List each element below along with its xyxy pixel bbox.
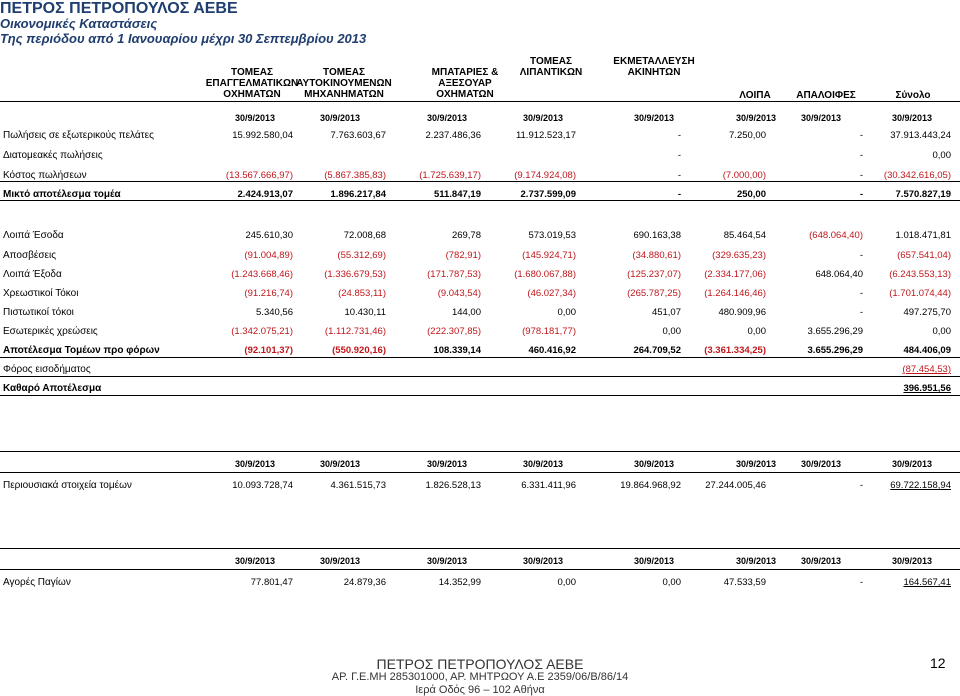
row-divider-gross bbox=[0, 181, 960, 182]
table-cell: (1.725.639,17) bbox=[419, 170, 481, 181]
table-cell: - bbox=[859, 250, 863, 261]
table-cell: 0,00 bbox=[747, 326, 766, 337]
main-date-7: 30/9/2013 bbox=[891, 113, 933, 123]
table-cell: 451,07 bbox=[651, 307, 681, 318]
table-cell: 0,00 bbox=[662, 326, 681, 337]
table-cell: (7.000,00) bbox=[722, 170, 766, 181]
capex-cell: 77.801,47 bbox=[250, 577, 293, 588]
column-header-1: ΤΟΜΕΑΣ ΑΥΤΟΚΙΝΟΥΜΕΝΩΝ ΜΗΧΑΝΗΜΑΤΩΝ bbox=[296, 67, 392, 100]
table-cell: (1.336.679,53) bbox=[324, 269, 386, 280]
main-date-4: 30/9/2013 bbox=[633, 113, 675, 123]
table-cell: (1.701.074,44) bbox=[889, 288, 951, 299]
table-cell: 480.909,96 bbox=[718, 307, 766, 318]
main-date-3: 30/9/2013 bbox=[522, 113, 564, 123]
capex-cell: 47.533,59 bbox=[723, 577, 766, 588]
table-cell: - bbox=[677, 130, 681, 141]
table-cell: (13.567.666,97) bbox=[225, 170, 293, 181]
table-cell: (55.312,69) bbox=[337, 250, 386, 261]
table-cell: 85.464,54 bbox=[723, 230, 766, 241]
row-label: Καθαρό Αποτέλεσμα bbox=[3, 383, 102, 394]
table-cell: (222.307,85) bbox=[427, 326, 481, 337]
table-cell: (1.112.731,46) bbox=[324, 326, 386, 337]
row-label: Αποσβέσεις bbox=[3, 250, 57, 261]
capex-cell: 14.352,99 bbox=[438, 577, 481, 588]
column-header-7: Σύνολο bbox=[895, 90, 931, 101]
table-cell: 10.430,11 bbox=[344, 307, 386, 318]
row-label: Πωλήσεις σε εξωτερικούς πελάτες bbox=[3, 130, 154, 141]
table-cell: (34.880,61) bbox=[632, 250, 681, 261]
assets-cell: 27.244.005,46 bbox=[705, 480, 766, 491]
table-cell: (978.181,77) bbox=[522, 326, 576, 337]
table-cell: 1.018.471,81 bbox=[895, 230, 951, 241]
capex-date-7: 30/9/2013 bbox=[891, 556, 933, 566]
table-cell: 11.912.523,17 bbox=[515, 130, 576, 141]
table-cell: (1.264.146,46) bbox=[704, 288, 766, 299]
table-cell: (87.454,53) bbox=[902, 364, 951, 375]
footer-registration: ΑΡ. Γ.Ε.ΜΗ 285301000, ΑΡ. ΜΗΤΡΩΟΥ Α.Ε 2359/06/Β/86/14 bbox=[331, 671, 629, 683]
table-cell: 3.655.296,29 bbox=[807, 345, 863, 356]
table-cell: 245.610,30 bbox=[245, 230, 293, 241]
column-header-0: ΤΟΜΕΑΣ ΕΠΑΓΓΕΛΜΑΤΙΚΩΝ ΟΧΗΜΑΤΩΝ bbox=[205, 67, 299, 100]
assets-date-3: 30/9/2013 bbox=[522, 459, 564, 469]
table-cell: 573.019,53 bbox=[528, 230, 576, 241]
period-title: Της περιόδου από 1 Ιανουαρίου μέχρι 30 Σεπτεμβρίου 2013 bbox=[0, 31, 367, 46]
capex-date-0: 30/9/2013 bbox=[234, 556, 276, 566]
table-cell: (550.920,16) bbox=[332, 345, 386, 356]
row-label: Φόρος εισοδήματος bbox=[3, 364, 91, 375]
table-cell: 269,78 bbox=[451, 230, 481, 241]
table-cell: (9.043,54) bbox=[437, 288, 481, 299]
table-cell: - bbox=[859, 150, 863, 161]
table-cell: 250,00 bbox=[736, 189, 766, 200]
footer-company: ΠΕΤΡΟΣ ΠΕΤΡΟΠΟΥΛΟΣ ΑΕΒΕ bbox=[376, 656, 584, 672]
table-cell: 7.570.827,19 bbox=[895, 189, 951, 200]
table-cell: 3.655.296,29 bbox=[807, 326, 863, 337]
header-divider bbox=[0, 101, 960, 102]
capex-date-4: 30/9/2013 bbox=[633, 556, 675, 566]
table-cell: (30.342.616,05) bbox=[883, 170, 951, 181]
capex-top-divider bbox=[0, 548, 960, 549]
capex-date-5: 30/9/2013 bbox=[735, 556, 777, 566]
row-label: Χρεωστικοί Τόκοι bbox=[3, 288, 79, 299]
table-cell: 484.406,09 bbox=[903, 345, 951, 356]
table-cell: 690.163,38 bbox=[633, 230, 681, 241]
table-cell: 1.896.217,84 bbox=[330, 189, 386, 200]
table-cell: (1.680.067,88) bbox=[514, 269, 576, 280]
table-cell: 460.416,92 bbox=[528, 345, 576, 356]
capex-cell: 24.879,36 bbox=[343, 577, 386, 588]
table-cell: (1.243.668,46) bbox=[231, 269, 293, 280]
assets-label: Περιουσιακά στοιχεία τομέων bbox=[3, 480, 132, 491]
table-cell: (9.174.924,08) bbox=[514, 170, 576, 181]
main-date-6: 30/9/2013 bbox=[800, 113, 842, 123]
assets-date-5: 30/9/2013 bbox=[735, 459, 777, 469]
table-cell: (92.101,37) bbox=[244, 345, 293, 356]
main-date-1: 30/9/2013 bbox=[319, 113, 361, 123]
table-cell: (145.924,71) bbox=[522, 250, 576, 261]
row-label: Αποτέλεσμα Τομέων προ φόρων bbox=[3, 345, 160, 356]
assets-top-divider bbox=[0, 451, 960, 452]
table-cell: 7.763.603,67 bbox=[330, 130, 386, 141]
table-cell: 0,00 bbox=[932, 150, 951, 161]
table-cell: 7.250,00 bbox=[729, 130, 766, 141]
table-cell: 0,00 bbox=[557, 307, 576, 318]
capex-date-6: 30/9/2013 bbox=[800, 556, 842, 566]
row-label: Λοιπά Έσοδα bbox=[3, 230, 64, 241]
assets-date-4: 30/9/2013 bbox=[633, 459, 675, 469]
assets-date-0: 30/9/2013 bbox=[234, 459, 276, 469]
table-cell: - bbox=[859, 189, 863, 200]
table-cell: (2.334.177,06) bbox=[704, 269, 766, 280]
column-header-5: ΛΟΙΠΑ bbox=[739, 90, 771, 101]
main-date-5: 30/9/2013 bbox=[735, 113, 777, 123]
assets-cell: - bbox=[859, 480, 863, 491]
row-label: Λοιπά Έξοδα bbox=[3, 269, 62, 280]
table-cell: 15.992.580,04 bbox=[232, 130, 293, 141]
table-cell: (5.867.385,83) bbox=[324, 170, 386, 181]
assets-cell: 1.826.528,13 bbox=[425, 480, 481, 491]
table-cell: 5.340,56 bbox=[256, 307, 293, 318]
assets-date-2: 30/9/2013 bbox=[426, 459, 468, 469]
assets-date-6: 30/9/2013 bbox=[800, 459, 842, 469]
row-label: Πιστωτικοί τόκοι bbox=[3, 307, 74, 318]
row-divider-tax bbox=[0, 376, 960, 377]
table-cell: (657.541,04) bbox=[897, 250, 951, 261]
table-cell: (46.027,34) bbox=[527, 288, 576, 299]
table-cell: - bbox=[677, 170, 681, 181]
column-header-3: ΤΟΜΕΑΣ ΛΙΠΑΝΤΙΚΩΝ bbox=[519, 56, 583, 78]
table-cell: 396.951,56 bbox=[903, 383, 951, 394]
column-header-6: ΑΠΑΛΟΙΦΕΣ bbox=[796, 90, 856, 101]
table-cell: 108.339,14 bbox=[433, 345, 481, 356]
main-date-0: 30/9/2013 bbox=[234, 113, 276, 123]
row-divider-net bbox=[0, 395, 960, 396]
table-cell: (782,91) bbox=[445, 250, 481, 261]
table-cell: (3.361.334,25) bbox=[704, 345, 766, 356]
table-cell: - bbox=[859, 288, 863, 299]
row-label: Διατομεακές πωλήσεις bbox=[3, 150, 103, 161]
assets-date-7: 30/9/2013 bbox=[891, 459, 933, 469]
table-cell: - bbox=[677, 189, 681, 200]
table-cell: 0,00 bbox=[932, 326, 951, 337]
row-label: Κόστος πωλήσεων bbox=[3, 170, 87, 181]
table-cell: 37.913.443,24 bbox=[890, 130, 951, 141]
row-divider-gross-bottom bbox=[0, 200, 960, 201]
table-cell: - bbox=[859, 170, 863, 181]
capex-label: Αγορές Παγίων bbox=[3, 577, 71, 588]
table-cell: 2.424.913,07 bbox=[237, 189, 293, 200]
footer-address: Ιερά Οδός 96 – 102 Αθήνα bbox=[415, 684, 545, 696]
capex-date-2: 30/9/2013 bbox=[426, 556, 468, 566]
table-cell: (6.243.553,13) bbox=[889, 269, 951, 280]
table-cell: (91.216,74) bbox=[244, 288, 293, 299]
capex-date-1: 30/9/2013 bbox=[319, 556, 361, 566]
assets-cell: 10.093.728,74 bbox=[232, 480, 293, 491]
table-cell: (1.342.075,21) bbox=[231, 326, 293, 337]
table-cell: 264.709,52 bbox=[633, 345, 681, 356]
table-cell: (648.064,40) bbox=[809, 230, 863, 241]
table-cell: 2.737.599,09 bbox=[520, 189, 576, 200]
assets-date-1: 30/9/2013 bbox=[319, 459, 361, 469]
table-cell: (91.004,89) bbox=[244, 250, 293, 261]
statement-subtitle: Οικονομικές Καταστάσεις bbox=[0, 16, 158, 31]
main-date-2: 30/9/2013 bbox=[426, 113, 468, 123]
table-cell: (265.787,25) bbox=[627, 288, 681, 299]
table-cell: 144,00 bbox=[451, 307, 481, 318]
table-cell: (171.787,53) bbox=[427, 269, 481, 280]
row-divider-pretax bbox=[0, 357, 960, 358]
capex-cell: 0,00 bbox=[662, 577, 681, 588]
assets-cell: 6.331.411,96 bbox=[521, 480, 576, 491]
column-header-2: ΜΠΑΤΑΡΙΕΣ & ΑΞΕΣΟΥΑΡ ΟΧΗΜΑΤΩΝ bbox=[431, 67, 499, 100]
table-cell: - bbox=[677, 150, 681, 161]
table-cell: (329.635,23) bbox=[712, 250, 766, 261]
capex-date-3: 30/9/2013 bbox=[522, 556, 564, 566]
table-cell: 511.847,19 bbox=[433, 189, 481, 200]
capex-cell: 0,00 bbox=[557, 577, 576, 588]
table-cell: 648.064,40 bbox=[815, 269, 863, 280]
page-number: 12 bbox=[930, 655, 946, 671]
assets-cell: 4.361.515,73 bbox=[330, 480, 386, 491]
table-cell: 2.237.486,36 bbox=[425, 130, 481, 141]
capex-date-divider bbox=[0, 569, 960, 570]
table-cell: - bbox=[859, 130, 863, 141]
assets-date-divider bbox=[0, 472, 960, 473]
capex-cell: 164.567,41 bbox=[903, 577, 951, 588]
column-header-4: ΕΚΜΕΤΑΛΛΕΥΣΗ ΑΚΙΝΗΤΩΝ bbox=[613, 56, 695, 78]
assets-cell: 69.722.158,94 bbox=[890, 480, 951, 491]
table-cell: (125.237,07) bbox=[627, 269, 681, 280]
table-cell: - bbox=[859, 307, 863, 318]
capex-cell: - bbox=[859, 577, 863, 588]
table-cell: (24.853,11) bbox=[338, 288, 386, 299]
row-label: Μικτό αποτέλεσμα τομέα bbox=[3, 189, 121, 200]
assets-cell: 19.864.968,92 bbox=[620, 480, 681, 491]
row-label: Εσωτερικές χρεώσεις bbox=[3, 326, 98, 337]
table-cell: 72.008,68 bbox=[343, 230, 386, 241]
company-title: ΠΕΤΡΟΣ ΠΕΤΡΟΠΟΥΛΟΣ ΑΕΒΕ bbox=[0, 0, 238, 17]
table-cell: 497.275,70 bbox=[903, 307, 951, 318]
